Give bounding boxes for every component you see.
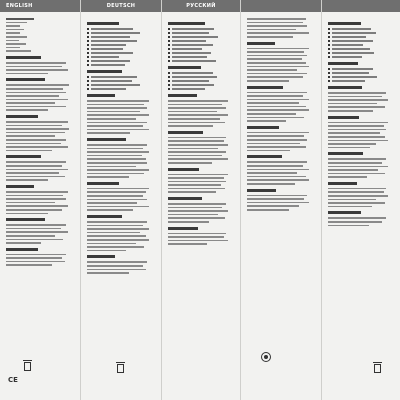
column-header: РУССКИЙ <box>162 0 240 12</box>
column-header <box>241 0 321 12</box>
column-header: ENGLISH <box>0 0 80 12</box>
column-russian <box>162 0 240 400</box>
column-russian-continued <box>241 0 321 400</box>
column-text-body <box>0 12 80 400</box>
column-header <box>322 0 400 12</box>
column-english <box>0 0 80 400</box>
column-fifth-language <box>322 0 400 400</box>
column-text-body <box>241 12 321 400</box>
column-text-body <box>81 12 161 400</box>
column-text-body <box>322 12 400 400</box>
crossed-bin-icon <box>117 364 124 373</box>
column-header: DEUTSCH <box>81 0 161 12</box>
crossed-bin-icon <box>374 364 381 373</box>
crossed-bin-icon <box>24 362 31 371</box>
ce-mark-icon: CE <box>8 376 18 384</box>
column-deutsch <box>81 0 161 400</box>
column-text-body <box>162 12 240 400</box>
recycling-symbol-icon <box>261 352 271 362</box>
